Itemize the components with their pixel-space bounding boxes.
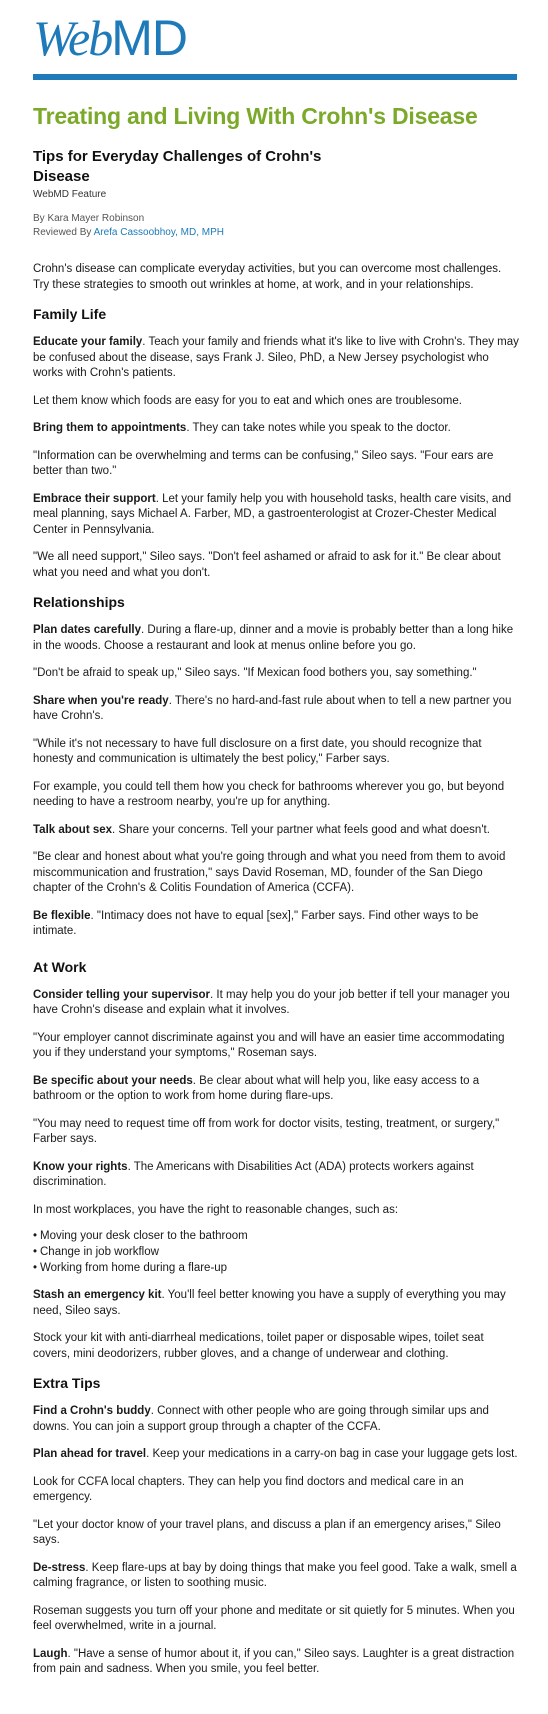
tip-title: Educate your family xyxy=(33,336,143,348)
bullet-icon: • xyxy=(33,1230,38,1242)
tip-educate xyxy=(33,335,519,382)
section-heading-extra: Extra Tips xyxy=(33,1375,101,1391)
quote-paragraph: "Don't be afraid to speak up," Sileo says. "If Mexican food bothers you, say something." xyxy=(33,667,477,679)
tip-flexible xyxy=(33,909,519,940)
webmd-logo[interactable] xyxy=(33,12,187,64)
paragraph: Look for CCFA local chapters. They can help you find doctors and medical care in an emergency. xyxy=(33,1475,464,1503)
tip-text: . Share your concerns. Tell your partner what feels good and what doesn't. xyxy=(112,823,490,836)
tip-talk-sex xyxy=(33,823,519,839)
page-title: Treating and Living With Crohn's Disease xyxy=(33,103,478,129)
tip-embrace xyxy=(33,492,519,539)
logo-web: Web xyxy=(33,10,112,66)
paragraph: Let them know which foods are easy for you to eat and which ones are troublesome. xyxy=(33,394,462,407)
tip-share xyxy=(33,694,519,725)
list-item-text: Moving your desk closer to the bathroom xyxy=(40,1230,248,1242)
tip-text: . Keep flare-ups at bay by doing things that make you feel good. Take a walk, smell a calming fragrance, or listen to soothing music. xyxy=(33,1561,517,1589)
tip-title: Be flexible xyxy=(33,909,91,922)
tip-title: De-stress xyxy=(33,1561,86,1574)
section-heading-work: At Work xyxy=(33,958,87,975)
tip-rights xyxy=(33,1160,519,1191)
logo-md: MD xyxy=(111,10,188,66)
tip-text: . There's no hard-and-fast rule about when to tell a new partner you have Crohn's. xyxy=(33,694,512,722)
reviewed-by xyxy=(33,226,224,240)
tip-title: Know your rights xyxy=(33,1160,128,1173)
quote-paragraph: "You may need to request time off from work for doctor visits, testing, treatment, or surgery," Farber says. xyxy=(33,1117,500,1145)
tip-title: Find a Crohn's buddy xyxy=(33,1405,151,1417)
article-body xyxy=(33,262,519,1690)
tip-title: Plan dates carefully xyxy=(33,624,142,636)
section-heading-relationships: Relationships xyxy=(33,594,125,610)
tip-laugh xyxy=(33,1647,519,1678)
tip-title: Embrace their support xyxy=(33,492,156,505)
tip-text: . It may help you do your job better if tell your manager you have Crohn's disease and explain what it involves. xyxy=(33,988,510,1016)
reviewer-link[interactable]: Arefa Cassoobhoy, MD, MPH xyxy=(93,227,225,238)
tip-title: Stash an emergency kit xyxy=(33,1289,162,1301)
tip-supervisor xyxy=(33,988,519,1019)
feature-label: WebMD Feature xyxy=(33,189,107,200)
header-rule xyxy=(33,74,517,80)
bullet-icon: • xyxy=(33,1246,38,1258)
paragraph: For example, you could tell them how you check for bathrooms wherever you go, but beyond needing to have a restroom nearby, you're up for anything. xyxy=(33,780,505,808)
tip-title: Consider telling your supervisor xyxy=(33,988,211,1001)
tip-text: . "Have a sense of humor about it, if you can," Sileo says. Laughter is a great distraction from pain and sadness. When you smile, you feel better. xyxy=(33,1647,515,1675)
paragraph: In most workplaces, you have the right to reasonable changes, such as: xyxy=(33,1203,399,1216)
tip-title: Bring them to appointments xyxy=(33,422,187,434)
tip-destress xyxy=(33,1561,519,1592)
paragraph: Stock your kit with anti-diarrheal medications, toilet paper or disposable wipes, toilet seat covers, mini deodorizers, rubber gloves, and a change of underwear and clothing. xyxy=(33,1332,484,1360)
tip-bring xyxy=(33,421,519,437)
tip-travel xyxy=(33,1447,519,1463)
quote-paragraph: "We all need support," Sileo says. "Don't feel ashamed or afraid to ask for it." Be clear about what you need and what you don't. xyxy=(33,551,501,579)
quote-paragraph: "Information can be overwhelming and terms can be confusing," Sileo says. "Four ears are better than two." xyxy=(33,449,494,477)
tip-title: Share when you're ready xyxy=(33,694,169,707)
tip-text: . During a flare-up, dinner and a movie is probably better than a long hike in the woods. Choose a restaurant and look at menus online before you go. xyxy=(33,624,514,652)
tip-text: . You'll feel better knowing you have a supply of everything you may need, Sileo says. xyxy=(33,1289,506,1317)
list-item-text: Change in job workflow xyxy=(40,1246,159,1258)
tip-text: . They can take notes while you speak to the doctor. xyxy=(186,422,451,434)
tip-text: . Connect with other people who are going through similar ups and downs. You can join a support group through a chapter of the CCFA. xyxy=(33,1405,489,1433)
tip-title: Be specific about your needs xyxy=(33,1074,193,1087)
tip-title: Laugh xyxy=(33,1647,68,1660)
tip-title: Plan ahead for travel xyxy=(33,1448,147,1460)
tip-text: . "Intimacy does not have to equal [sex]," Farber says. Find other ways to be intimate. xyxy=(33,909,479,937)
section-heading-family: Family Life xyxy=(33,306,107,322)
quote-paragraph: "Be clear and honest about what you're going through and what you need from them to avoid miscommunication and frustration," says David Roseman, MD, founder of the San Diego chapter of the Crohn's & Colitis Foundation of America (CCFA). xyxy=(33,851,506,894)
tip-title: Talk about sex xyxy=(33,823,113,836)
byline: By Kara Mayer Robinson xyxy=(33,213,145,224)
list-item xyxy=(33,1244,519,1260)
tip-text: . The Americans with Disabilities Act (ADA) protects workers against discrimination. xyxy=(33,1160,474,1188)
tip-text: . Let your family help you with household tasks, health care visits, and meal planning, says Michael A. Farber, MD, a gastroenterologist at Crozer-Chester Medical Center in Pennsylvania. xyxy=(33,492,512,536)
tip-text: . Be clear about what will help you, like easy access to a bathroom or the option to work from home during flare-ups. xyxy=(33,1074,480,1102)
tip-plan-dates xyxy=(33,623,519,654)
list-item-text: Working from home during a flare-up xyxy=(40,1262,228,1274)
list-item xyxy=(33,1228,519,1244)
tip-text: . Teach your family and friends what it's like to live with Crohn's. They may be confused about the disease, says Frank J. Sileo, PhD, a New Jersey psychologist who works with Crohn's patients. xyxy=(33,336,519,379)
paragraph: Roseman suggests you turn off your phone and meditate or sit quietly for 5 minutes. When you feel overwhelmed, write in a journal. xyxy=(33,1604,515,1632)
tip-specific xyxy=(33,1074,519,1105)
quote-paragraph: "While it's not necessary to have full disclosure on a first date, you should recognize that honesty and communication is ultimately the best policy," Farber says. xyxy=(33,737,482,765)
list-item xyxy=(33,1260,519,1276)
tip-kit xyxy=(33,1288,519,1319)
quote-paragraph: "Let your doctor know of your travel plans, and discuss a plan if an emergency arises," Sileo says. xyxy=(33,1518,501,1546)
quote-paragraph: "Your employer cannot discriminate against you and will have an easier time accommodating you if they understand your symptoms," Roseman says. xyxy=(33,1031,505,1059)
article-subtitle: Tips for Everyday Challenges of Crohn's Disease xyxy=(33,148,322,185)
tip-buddy xyxy=(33,1404,519,1435)
bullet-icon: • xyxy=(33,1262,38,1274)
changes-list xyxy=(33,1228,519,1276)
intro-paragraph: Crohn's disease can complicate everyday activities, but you can overcome most challenges. Try these strategies to smooth out wrinkles at home, at work, and in your relationships. xyxy=(33,263,502,291)
tip-text: . Keep your medications in a carry-on bag in case your luggage gets lost. xyxy=(146,1448,518,1460)
reviewed-prefix: Reviewed By xyxy=(33,227,92,238)
